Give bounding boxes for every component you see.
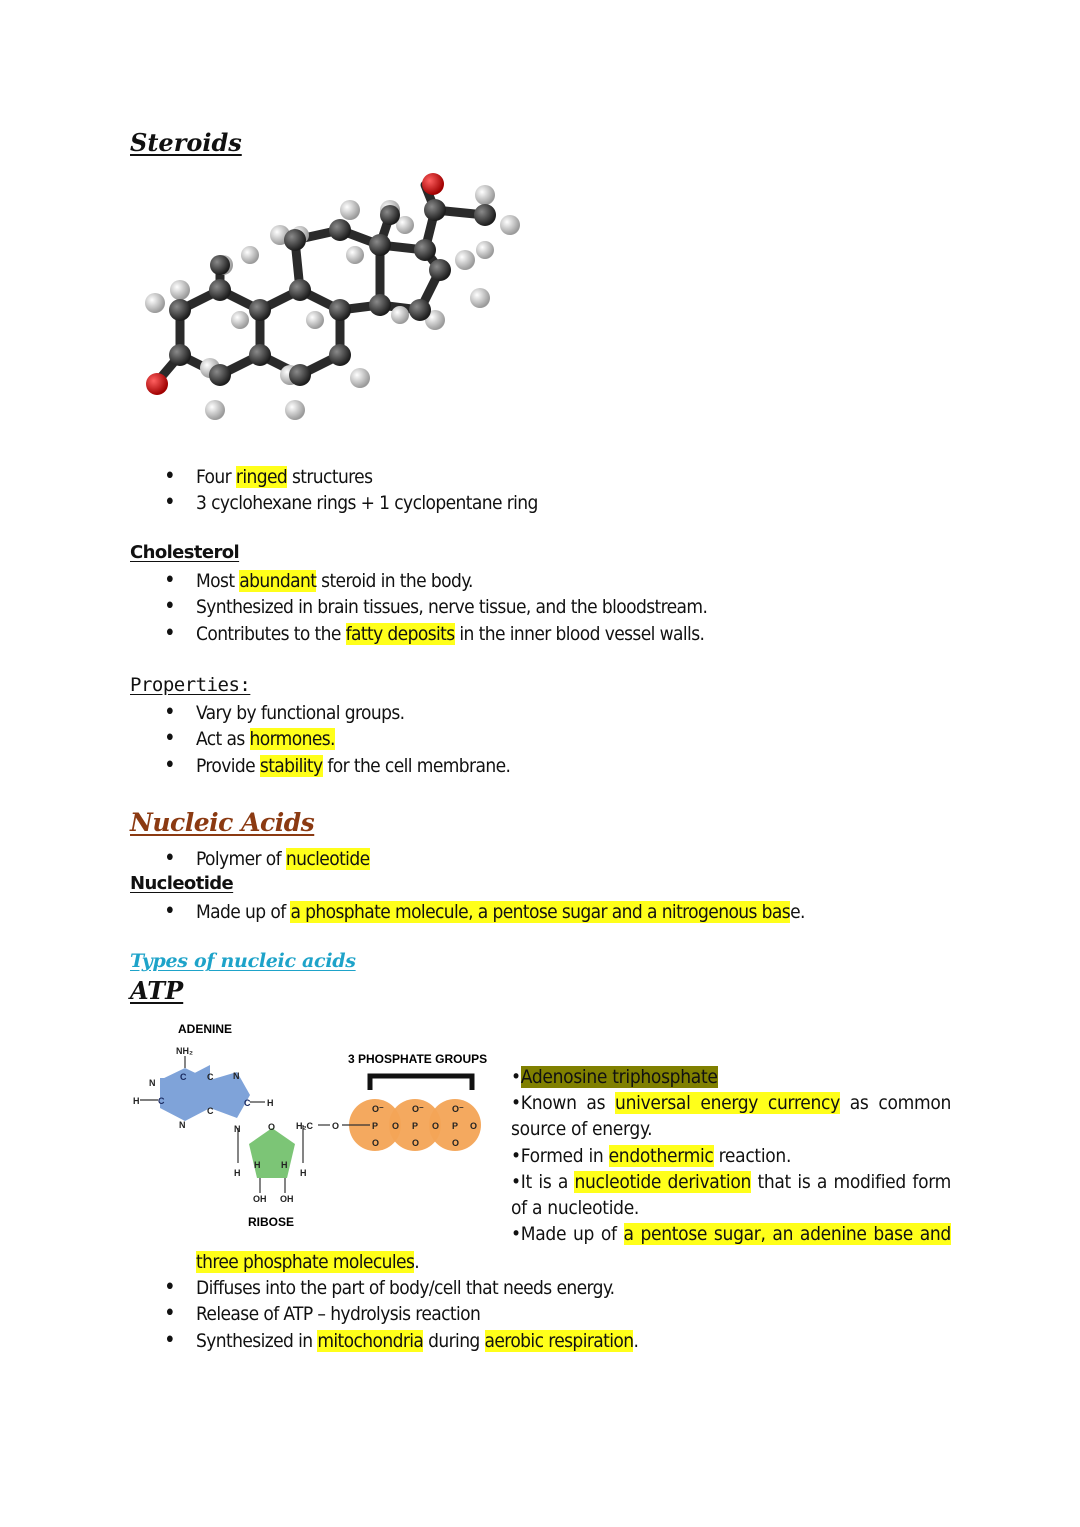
svg-text:P: P xyxy=(452,1121,459,1131)
list-item: • Contributes to the fatty deposits in the inner blood vessel walls. xyxy=(130,621,707,647)
atp-description xyxy=(511,1064,951,1247)
nucleic-acids-bullet-list xyxy=(130,846,370,872)
steroids-title: Steroids xyxy=(130,128,242,157)
list-item: • Vary by functional groups. xyxy=(130,700,510,726)
svg-text:C: C xyxy=(158,1096,165,1106)
atp-point: •Formed in endothermic reaction. xyxy=(511,1144,792,1167)
svg-text:P: P xyxy=(372,1121,379,1131)
svg-text:O: O xyxy=(392,1121,400,1131)
svg-text:N: N xyxy=(233,1071,240,1081)
steroid-bullet-list xyxy=(130,464,538,517)
svg-text:H₂C: H₂C xyxy=(296,1121,313,1131)
steroid-molecule-image xyxy=(135,170,535,430)
svg-text:O: O xyxy=(412,1138,420,1148)
svg-text:H: H xyxy=(267,1098,274,1108)
list-item: • 3 cyclohexane rings + 1 cyclopentane ring xyxy=(130,490,538,516)
svg-text:OH: OH xyxy=(253,1194,267,1204)
list-item: • Release of ATP – hydrolysis reaction xyxy=(130,1301,638,1327)
svg-text:O: O xyxy=(452,1138,460,1148)
list-item: • Provide stability for the cell membrane. xyxy=(130,753,510,779)
list-item: • Diffuses into the part of body/cell that needs energy. xyxy=(130,1275,638,1301)
atp-point: •It is a nucleotide derivation that is a modified form of a nucleotide. xyxy=(511,1170,951,1220)
properties-heading: Properties: xyxy=(130,674,251,696)
svg-text:C: C xyxy=(180,1072,187,1082)
ribose-label: RIBOSE xyxy=(248,1215,295,1229)
phosphate-groups-label: 3 PHOSPHATE GROUPS xyxy=(348,1052,488,1066)
svg-text:N: N xyxy=(149,1078,156,1088)
list-item: • Four ringed structures xyxy=(130,464,538,490)
atp-point: •Adenosine triphosphate xyxy=(511,1066,718,1088)
svg-text:P: P xyxy=(412,1121,419,1131)
svg-text:H: H xyxy=(300,1168,307,1178)
nucleic-acids-title: Nucleic Acids xyxy=(130,808,315,837)
svg-text:H: H xyxy=(133,1096,140,1106)
svg-text:C: C xyxy=(244,1098,251,1108)
steroid-molecule-icon xyxy=(135,170,535,430)
svg-text:O⁻: O⁻ xyxy=(372,1104,384,1114)
list-item: • Synthesized in brain tissues, nerve tissue, and the bloodstream. xyxy=(130,594,707,620)
nucleotide-bullet-list xyxy=(130,899,805,925)
svg-text:O: O xyxy=(332,1121,340,1131)
svg-text:H: H xyxy=(254,1160,261,1170)
atp-molecule-icon xyxy=(130,1018,500,1238)
svg-text:O: O xyxy=(432,1121,440,1131)
svg-text:O: O xyxy=(470,1121,478,1131)
list-item: • Synthesized in mitochondria during aerobic respiration. xyxy=(130,1328,638,1354)
properties-bullet-list xyxy=(130,700,510,779)
svg-text:N: N xyxy=(234,1124,241,1134)
svg-text:N: N xyxy=(179,1120,186,1130)
list-item: • Polymer of nucleotide xyxy=(130,846,370,872)
svg-text:OH: OH xyxy=(280,1194,294,1204)
svg-text:H: H xyxy=(281,1160,288,1170)
adenine-label: ADENINE xyxy=(178,1022,233,1036)
types-of-nucleic-acids-title: Types of nucleic acids xyxy=(130,950,356,972)
svg-text:H: H xyxy=(234,1168,241,1178)
svg-text:O⁻: O⁻ xyxy=(452,1104,464,1114)
atp-bullet-list xyxy=(130,1275,638,1354)
list-item: • Act as hormones. xyxy=(130,726,510,752)
atp-continuation: three phosphate molecules. xyxy=(196,1251,420,1273)
svg-text:O: O xyxy=(268,1122,276,1132)
nucleotide-heading: Nucleotide xyxy=(130,873,234,894)
svg-text:O: O xyxy=(372,1138,380,1148)
svg-text:NH₂: NH₂ xyxy=(176,1046,193,1056)
cholesterol-heading: Cholesterol xyxy=(130,542,240,563)
svg-text:C: C xyxy=(207,1072,214,1082)
list-item: • Made up of a phosphate molecule, a pentose sugar and a nitrogenous base. xyxy=(130,899,805,925)
svg-text:C: C xyxy=(207,1106,214,1116)
cholesterol-bullet-list xyxy=(130,568,707,647)
atp-point: •Known as universal energy currency as common source of energy. xyxy=(511,1092,952,1141)
svg-text:O⁻: O⁻ xyxy=(412,1104,424,1114)
list-item: • Most abundant steroid in the body. xyxy=(130,568,707,594)
atp-point: •Made up of a pentose sugar, an adenine base and xyxy=(511,1223,951,1246)
atp-title: ATP xyxy=(130,976,184,1005)
atp-structure-diagram xyxy=(130,1018,500,1238)
